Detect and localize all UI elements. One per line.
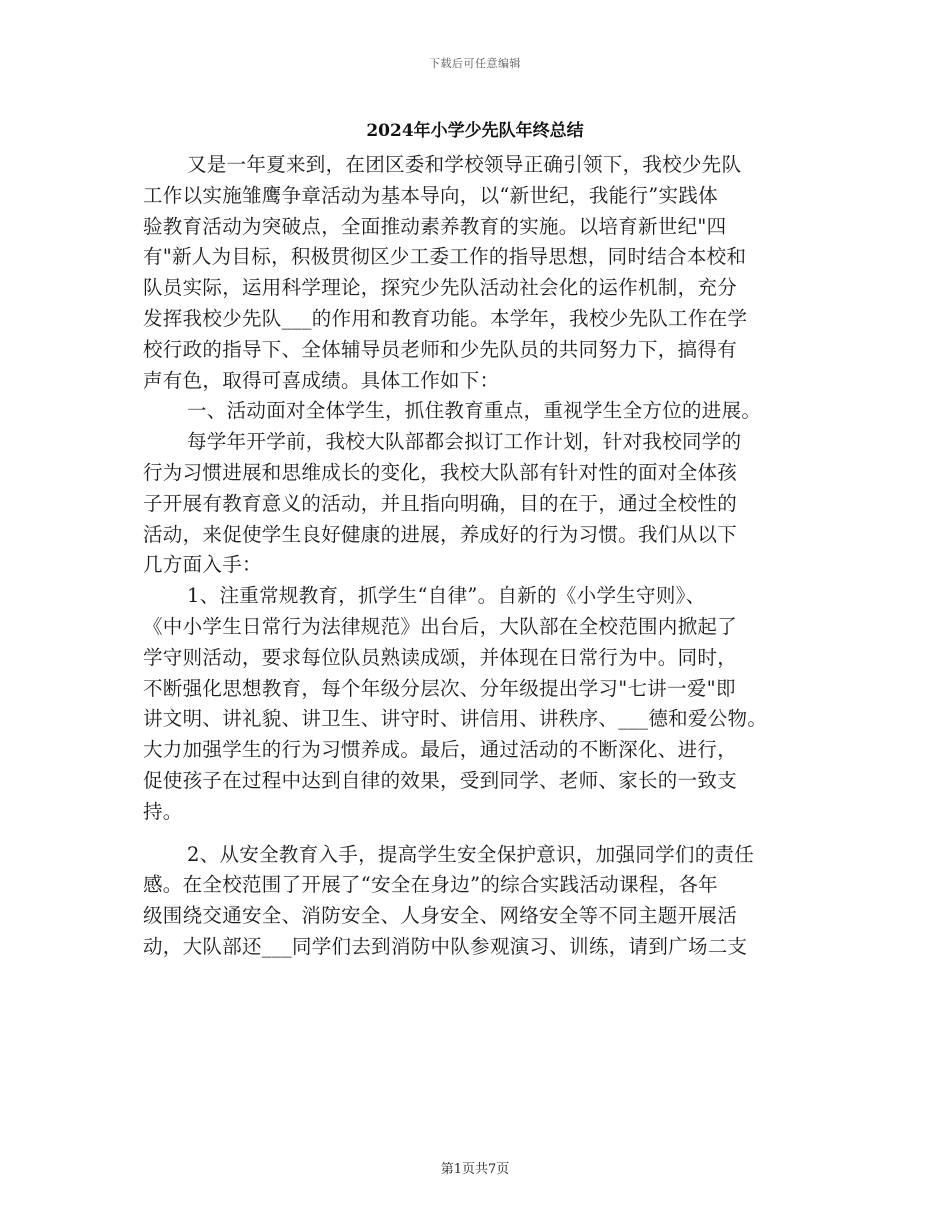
text-line: 1、注重常规教育，抓学生“自律”。自新的《小学生守则》、 xyxy=(187,584,706,608)
text-line: 行为习惯进展和思维成长的变化，我校大队部有针对性的面对全体孩 xyxy=(143,460,738,484)
text-line: 有"新人为目标，积极贯彻区少工委工作的指导思想，同时结合本校和 xyxy=(143,245,747,269)
text-line: 2、从安全教育入手，提高学生安全保护意识，加强同学们的责任 xyxy=(187,842,755,866)
text-line: 发挥我校少先队___的作用和教育功能。本学年，我校少先队工作在学 xyxy=(143,306,748,330)
text-line: 动，大队部还___同学们去到消防中队参观演习、训练，请到广场二支 xyxy=(143,934,748,958)
document-title: 2024年小学少先队年终总结 xyxy=(366,121,584,141)
text-line: 每学年开学前，我校大队部都会拟订工作计划，针对我校同学的 xyxy=(187,430,742,454)
text-line: 队员实际，运用科学理论，探究少先队活动社会化的运作机制，充分 xyxy=(143,276,738,300)
text-line: 又是一年夏来到，在团区委和学校领导正确引领下，我校少先队 xyxy=(187,153,742,176)
text-line: 校行政的指导下、全体辅导员老师和少先队员的共同努力下，搞得有 xyxy=(143,337,738,361)
text-line: 不断强化思想教育，每个年级分层次、分年级提出学习"七讲一爱"即 xyxy=(143,676,736,700)
text-line: 几方面入手： xyxy=(143,553,262,577)
text-line: 持。 xyxy=(143,799,183,823)
text-line: 子开展有教育意义的活动，并且指向明确，目的在于，通过全校性的 xyxy=(143,491,738,515)
text-line: 促使孩子在过程中达到自律的效果，受到同学、老师、家长的一致支 xyxy=(143,768,738,792)
page-number: 第1页共7页 xyxy=(440,1162,510,1177)
text-line: 级围绕交通安全、消防安全、人身安全、网络安全等不同主题开展活 xyxy=(143,904,738,928)
text-line: 验教育活动为突破点，全面推动素养教育的实施。以培育新世纪"四 xyxy=(143,214,727,238)
paragraph-spacer xyxy=(143,828,823,840)
document-body xyxy=(143,150,823,963)
text-line: 讲文明、讲礼貌、讲卫生、讲守时、讲信用、讲秩序、___德和爱公物。 xyxy=(143,707,768,731)
text-line: 学守则活动，要求每位队员熟读成颂，并体现在日常行为中。同时， xyxy=(143,645,738,669)
text-line: 工作以实施雏鹰争章活动为基本导向，以“新世纪，我能行”实践体 xyxy=(143,183,718,207)
text-line: 一、活动面对全体学生，抓住教育重点，重视学生全方位的进展。 xyxy=(187,399,762,423)
text-line: 《中小学生日常行为法律规范》出台后，大队部在全校范围内掀起了 xyxy=(143,614,738,638)
text-line: 活动，来促使学生良好健康的进展，养成好的行为习惯。我们从以下 xyxy=(143,522,738,546)
text-line: 声有色，取得可喜成绩。具体工作如下： xyxy=(143,368,500,392)
text-line: 大力加强学生的行为习惯养成。最后，通过活动的不断深化、进行， xyxy=(143,738,738,762)
header-note: 下载后可任意编辑 xyxy=(429,57,521,70)
text-line: 感。在全校范围了开展了“安全在身边”的综合实践活动课程，各年 xyxy=(143,873,718,897)
